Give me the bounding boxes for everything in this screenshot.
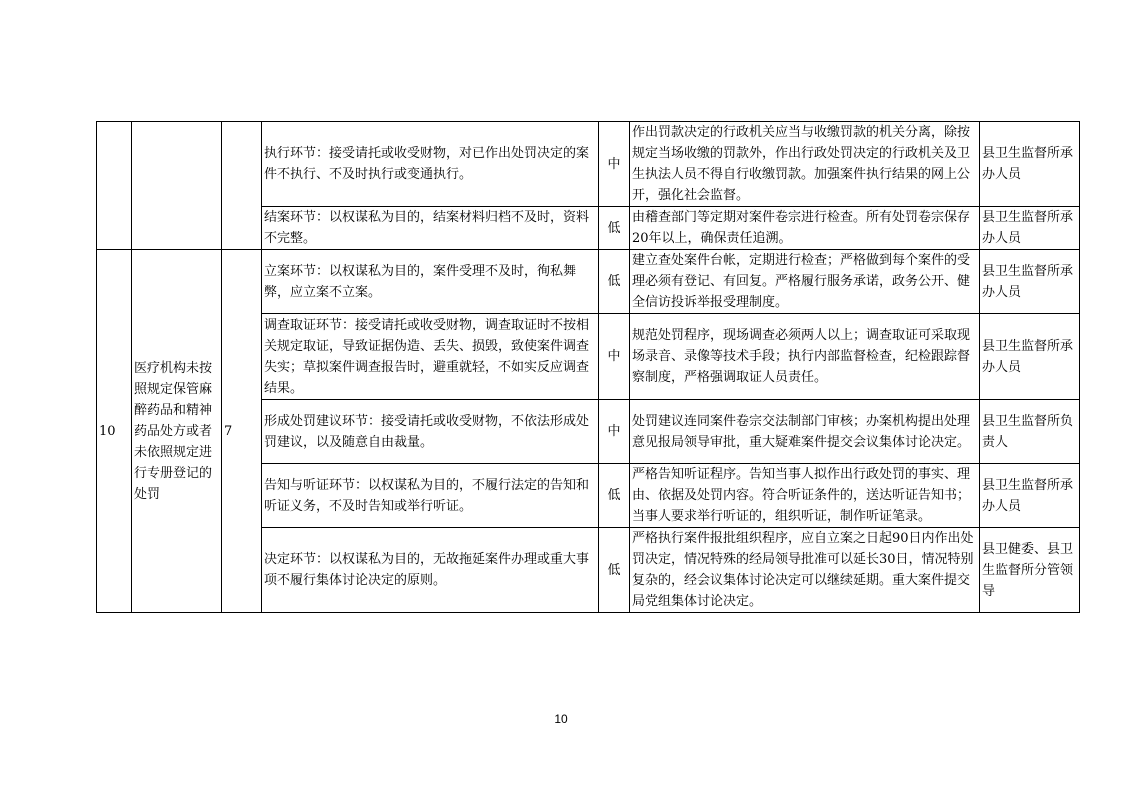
measures-cell: 规范处罚程序，现场调查必须两人以上；调查取证可采取现场录音、录像等技术手段；执行内部监督检查，纪检跟踪督察制度，严格强调取证人员责任。 xyxy=(630,314,980,400)
owner-cell: 县卫生监督所承办人员 xyxy=(980,464,1080,528)
risk-table xyxy=(96,121,1080,613)
owner-cell: 县卫生监督所承办人员 xyxy=(980,122,1080,207)
item-count-cell: 7 xyxy=(222,250,262,613)
link-cell: 形成处罚建议环节：接受请托或收受财物，不依法形成处罚建议，以及随意自由裁量。 xyxy=(262,400,599,464)
link-cell: 决定环节：以权谋私为目的，无故拖延案件办理或重大事项不履行集体讨论决定的原则。 xyxy=(262,528,599,613)
measures-cell: 建立查处案件台帐，定期进行检查；严格做到每个案件的受理必须有登记、有回复。严格履行服务承诺，政务公开、健全信访投诉举报受理制度。 xyxy=(630,250,980,314)
item-number-cell: 10 xyxy=(97,250,132,613)
link-cell: 执行环节：接受请托或收受财物，对已作出处罚决定的案件不执行、不及时执行或变通执行。 xyxy=(262,122,599,207)
risk-level-cell: 低 xyxy=(599,464,630,528)
measures-cell: 由稽查部门等定期对案件卷宗进行检查。所有处罚卷宗保存20年以上，确保责任追溯。 xyxy=(630,207,980,250)
link-cell: 调查取证环节：接受请托或收受财物，调查取证时不按相关规定取证，导致证据伪造、丢失、损毁，致使案件调查失实；草拟案件调查报告时，避重就轻，不如实反应调查结果。 xyxy=(262,314,599,400)
table-row xyxy=(97,122,1080,207)
prev-item-cell xyxy=(132,122,222,250)
measures-cell: 严格执行案件报批组织程序，应自立案之日起90日内作出处罚决定，情况特殊的经局领导批准可以延长30日，情况特别复杂的，经会议集体讨论决定可以继续延期。重大案件提交局党组集体讨论决定。 xyxy=(630,528,980,613)
risk-level-cell: 低 xyxy=(599,250,630,314)
prev-no-cell xyxy=(97,122,132,250)
risk-level-cell: 中 xyxy=(599,314,630,400)
risk-level-cell: 中 xyxy=(599,400,630,464)
link-cell: 立案环节：以权谋私为目的，案件受理不及时，徇私舞弊，应立案不立案。 xyxy=(262,250,599,314)
risk-level-cell: 低 xyxy=(599,207,630,250)
risk-level-cell: 中 xyxy=(599,122,630,207)
measures-cell: 处罚建议连同案件卷宗交法制部门审核；办案机构提出处理意见报局领导审批，重大疑难案件提交会议集体讨论决定。 xyxy=(630,400,980,464)
owner-cell: 县卫健委、县卫生监督所分管领导 xyxy=(980,528,1080,613)
measures-cell: 作出罚款决定的行政机关应当与收缴罚款的机关分离，除按规定当场收缴的罚款外，作出行政处罚决定的行政机关及卫生执法人员不得自行收缴罚款。加强案件执行结果的网上公开，强化社会监督。 xyxy=(630,122,980,207)
risk-level-cell: 低 xyxy=(599,528,630,613)
table-row xyxy=(97,250,1080,314)
owner-cell: 县卫生监督所承办人员 xyxy=(980,207,1080,250)
page-number: 10 xyxy=(554,712,568,726)
owner-cell: 县卫生监督所承办人员 xyxy=(980,250,1080,314)
owner-cell: 县卫生监督所负责人 xyxy=(980,400,1080,464)
owner-cell: 县卫生监督所承办人员 xyxy=(980,314,1080,400)
measures-cell: 严格告知听证程序。告知当事人拟作出行政处罚的事实、理由、依据及处罚内容。符合听证条件的，送达听证告知书；当事人要求举行听证的，组织听证，制作听证笔录。 xyxy=(630,464,980,528)
link-cell: 结案环节：以权谋私为目的，结案材料归档不及时，资料不完整。 xyxy=(262,207,599,250)
prev-count-cell xyxy=(222,122,262,250)
link-cell: 告知与听证环节：以权谋私为目的，不履行法定的告知和听证义务，不及时告知或举行听证。 xyxy=(262,464,599,528)
item-name-cell: 医疗机构未按照规定保管麻醉药品和精神药品处方或者未依照规定进行专册登记的处罚 xyxy=(132,250,222,613)
